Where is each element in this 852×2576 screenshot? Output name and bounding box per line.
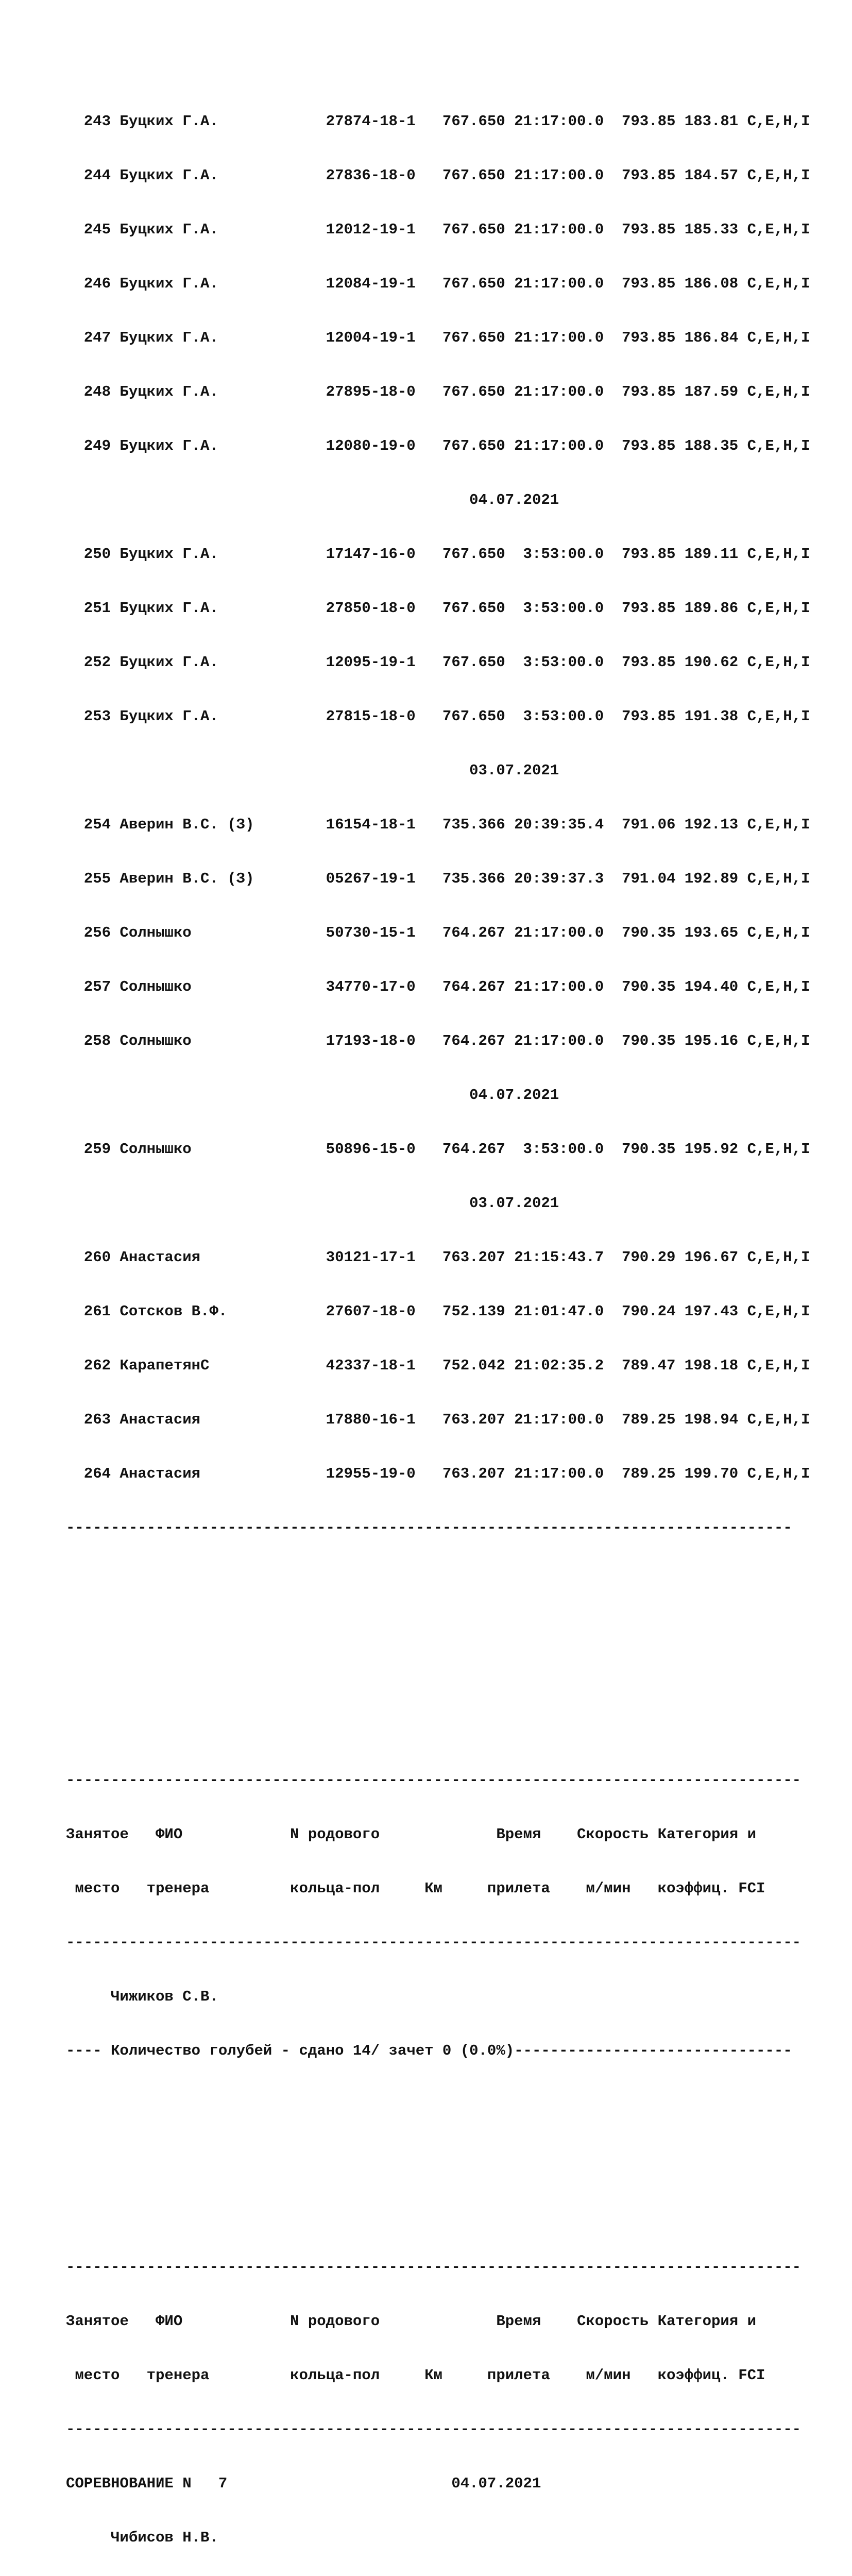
result-row: 260 Анастасия 30121-17-1 763.207 21:15:43.7 790.29 196.67 C,E,H,I	[66, 1249, 810, 1266]
date-line: 03.07.2021	[66, 1195, 559, 1212]
divider: ---------------------------------------------------------------------------------	[66, 1519, 792, 1536]
divider: ----------------------------------------------------------------------------------	[66, 1772, 802, 1789]
summary-line: ---- Количество голубей - сдано 14/ зачет 0 (0.0%)-------------------------------	[66, 2042, 792, 2059]
divider: ----------------------------------------------------------------------------------	[66, 2421, 802, 2438]
date-line: 04.07.2021	[66, 1087, 559, 1104]
result-row: 253 Буцких Г.А. 27815-18-0 767.650 3:53:00.0 793.85 191.38 C,E,H,I	[66, 708, 810, 725]
result-row: 247 Буцких Г.А. 12004-19-1 767.650 21:17:00.0 793.85 186.84 C,E,H,I	[66, 329, 810, 346]
section-chibisov	[66, 2222, 810, 2576]
result-row: 258 Солнышко 17193-18-0 764.267 21:17:00.0 790.35 195.16 C,E,H,I	[66, 1032, 810, 1049]
result-row: 243 Буцких Г.А. 27874-18-1 767.650 21:17:00.0 793.85 183.81 C,E,H,I	[66, 113, 810, 130]
section-chizhikov	[66, 1735, 810, 2096]
result-row: 263 Анастасия 17880-16-1 763.207 21:17:00.0 789.25 198.94 C,E,H,I	[66, 1411, 810, 1428]
result-row: 252 Буцких Г.А. 12095-19-1 767.650 3:53:00.0 793.85 190.62 C,E,H,I	[66, 654, 810, 671]
result-row: 256 Солнышко 50730-15-1 764.267 21:17:00.0 790.35 193.65 C,E,H,I	[66, 924, 810, 941]
result-row: 257 Солнышко 34770-17-0 764.267 21:17:00.0 790.35 194.40 C,E,H,I	[66, 978, 810, 995]
spacer	[66, 2150, 810, 2168]
result-row: 251 Буцких Г.А. 27850-18-0 767.650 3:53:00.0 793.85 189.86 C,E,H,I	[66, 600, 810, 617]
column-header-row2: место тренера кольца-пол Км прилета м/мин коэффиц. FCI	[66, 2367, 765, 2384]
divider: ----------------------------------------------------------------------------------	[66, 1934, 802, 1951]
date-line: 03.07.2021	[66, 762, 559, 779]
competition-line: СОРЕВНОВАНИЕ N 7 04.07.2021	[66, 2475, 541, 2492]
result-row: 254 Аверин В.С. (З) 16154-18-1 735.366 20:39:35.4 791.06 192.13 C,E,H,I	[66, 816, 810, 833]
results-sheet	[66, 40, 810, 2576]
trainer-name: Чибисов Н.В.	[66, 2529, 218, 2546]
result-row: 259 Солнышко 50896-15-0 764.267 3:53:00.0 790.35 195.92 C,E,H,I	[66, 1141, 810, 1158]
result-row: 246 Буцких Г.А. 12084-19-1 767.650 21:17:00.0 793.85 186.08 C,E,H,I	[66, 275, 810, 292]
results-block	[66, 76, 810, 1573]
result-row: 248 Буцких Г.А. 27895-18-0 767.650 21:17:00.0 793.85 187.59 C,E,H,I	[66, 383, 810, 400]
result-row: 244 Буцких Г.А. 27836-18-0 767.650 21:17:00.0 793.85 184.57 C,E,H,I	[66, 167, 810, 184]
result-row: 264 Анастасия 12955-19-0 763.207 21:17:00.0 789.25 199.70 C,E,H,I	[66, 1465, 810, 1482]
column-header-row1: Занятое ФИО N родового Время Скорость Категория и	[66, 2313, 757, 2330]
result-row: 262 КарапетянС 42337-18-1 752.042 21:02:35.2 789.47 198.18 C,E,H,I	[66, 1357, 810, 1374]
result-row: 261 Сотсков В.Ф. 27607-18-0 752.139 21:01:47.0 790.24 197.43 C,E,H,I	[66, 1303, 810, 1320]
trainer-name: Чижиков С.В.	[66, 1988, 218, 2005]
result-row: 255 Аверин В.С. (З) 05267-19-1 735.366 20:39:37.3 791.04 192.89 C,E,H,I	[66, 870, 810, 887]
column-header-row1: Занятое ФИО N родового Время Скорость Категория и	[66, 1826, 757, 1843]
spacer	[66, 1627, 810, 1681]
date-line: 04.07.2021	[66, 492, 559, 509]
column-header-row2: место тренера кольца-пол Км прилета м/мин коэффиц. FCI	[66, 1880, 765, 1897]
result-row: 249 Буцких Г.А. 12080-19-0 767.650 21:17:00.0 793.85 188.35 C,E,H,I	[66, 437, 810, 454]
divider: ----------------------------------------------------------------------------------	[66, 2259, 802, 2276]
result-row: 245 Буцких Г.А. 12012-19-1 767.650 21:17:00.0 793.85 185.33 C,E,H,I	[66, 221, 810, 238]
result-row: 250 Буцких Г.А. 17147-16-0 767.650 3:53:00.0 793.85 189.11 C,E,H,I	[66, 546, 810, 563]
